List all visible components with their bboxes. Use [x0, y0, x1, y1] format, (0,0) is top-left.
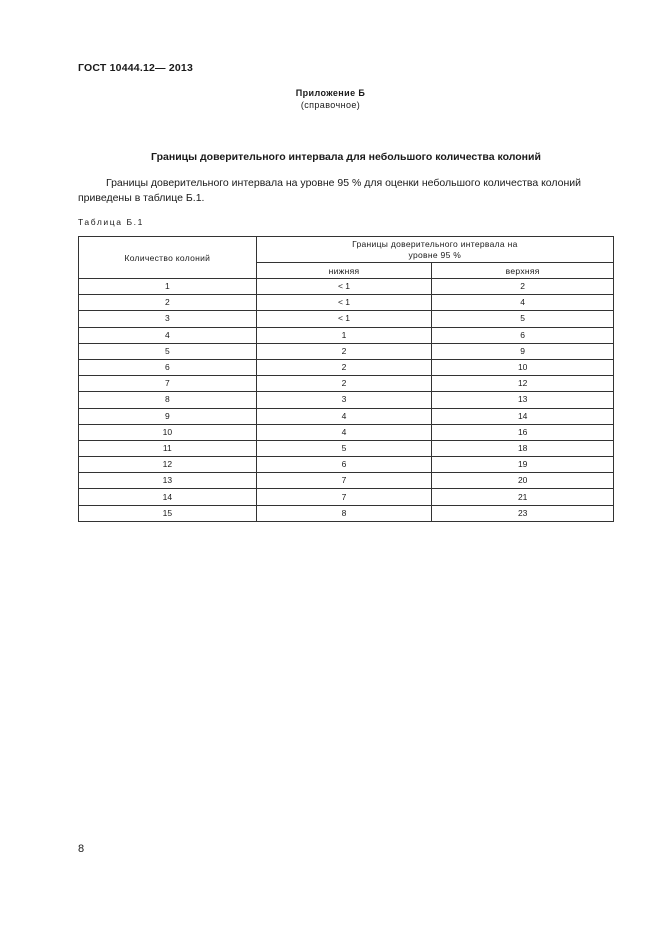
- table-row: [79, 440, 614, 456]
- header-lower: нижняя: [256, 263, 432, 279]
- cell-colony-count: 6: [79, 359, 257, 375]
- cell-upper-bound: 23: [432, 505, 614, 521]
- cell-lower-bound: 2: [256, 343, 432, 359]
- table-row: [79, 392, 614, 408]
- cell-lower-bound: < 1: [256, 295, 432, 311]
- cell-upper-bound: 14: [432, 408, 614, 424]
- document-code: ГОСТ 10444.12— 2013: [78, 62, 194, 74]
- cell-colony-count: 8: [79, 392, 257, 408]
- table-row: [79, 279, 614, 295]
- header-upper: верхняя: [432, 263, 614, 279]
- cell-colony-count: 2: [79, 295, 257, 311]
- cell-upper-bound: 12: [432, 376, 614, 392]
- appendix-subtitle: (справочное): [300, 100, 361, 110]
- cell-upper-bound: 10: [432, 359, 614, 375]
- table-row: [79, 311, 614, 327]
- cell-lower-bound: < 1: [256, 311, 432, 327]
- cell-colony-count: 1: [79, 279, 257, 295]
- appendix-heading: [0, 87, 661, 111]
- cell-lower-bound: 5: [256, 440, 432, 456]
- table-row: [79, 376, 614, 392]
- header-interval-line2: уровне 95 %: [408, 249, 462, 260]
- table-row: [79, 424, 614, 440]
- table-row: [79, 473, 614, 489]
- cell-lower-bound: 1: [256, 327, 432, 343]
- table-row: [79, 295, 614, 311]
- cell-upper-bound: 13: [432, 392, 614, 408]
- table-body: [79, 279, 614, 522]
- cell-colony-count: 9: [79, 408, 257, 424]
- cell-upper-bound: 18: [432, 440, 614, 456]
- table-row: [79, 489, 614, 505]
- body-paragraph: Границы доверительного интервала на уровне 95 % для оценки небольшого количества колоний приведены в таблице Б.1.: [78, 177, 582, 204]
- cell-upper-bound: 2: [432, 279, 614, 295]
- table-row: [79, 408, 614, 424]
- cell-lower-bound: 7: [256, 489, 432, 505]
- cell-lower-bound: 4: [256, 408, 432, 424]
- cell-colony-count: 14: [79, 489, 257, 505]
- cell-lower-bound: 4: [256, 424, 432, 440]
- cell-lower-bound: 3: [256, 392, 432, 408]
- table-row: [79, 457, 614, 473]
- cell-lower-bound: < 1: [256, 279, 432, 295]
- header-colony-count: Количество колоний: [79, 237, 257, 279]
- cell-upper-bound: 20: [432, 473, 614, 489]
- table-row: [79, 505, 614, 521]
- cell-colony-count: 4: [79, 327, 257, 343]
- cell-colony-count: 5: [79, 343, 257, 359]
- cell-upper-bound: 9: [432, 343, 614, 359]
- section-title: Границы доверительного интервала для небольшого количества колоний: [151, 151, 541, 163]
- appendix-title: Приложение Б: [295, 88, 366, 98]
- cell-colony-count: 3: [79, 311, 257, 327]
- table-row: [79, 359, 614, 375]
- cell-colony-count: 11: [79, 440, 257, 456]
- table-row: [79, 343, 614, 359]
- cell-colony-count: 12: [79, 457, 257, 473]
- cell-lower-bound: 8: [256, 505, 432, 521]
- confidence-interval-table: [78, 236, 614, 522]
- table-row: [79, 327, 614, 343]
- cell-lower-bound: 2: [256, 376, 432, 392]
- cell-upper-bound: 19: [432, 457, 614, 473]
- cell-colony-count: 15: [79, 505, 257, 521]
- table-header: [79, 237, 614, 279]
- cell-colony-count: 10: [79, 424, 257, 440]
- cell-upper-bound: 5: [432, 311, 614, 327]
- cell-upper-bound: 4: [432, 295, 614, 311]
- cell-upper-bound: 6: [432, 327, 614, 343]
- cell-lower-bound: 2: [256, 359, 432, 375]
- table-caption: Таблица Б.1: [78, 217, 144, 227]
- cell-upper-bound: 21: [432, 489, 614, 505]
- header-interval-bounds: [256, 237, 613, 263]
- header-interval-line1: Границы доверительного интервала на: [352, 238, 518, 249]
- cell-colony-count: 7: [79, 376, 257, 392]
- cell-lower-bound: 6: [256, 457, 432, 473]
- cell-colony-count: 13: [79, 473, 257, 489]
- cell-upper-bound: 16: [432, 424, 614, 440]
- page-number: 8: [78, 843, 85, 855]
- cell-lower-bound: 7: [256, 473, 432, 489]
